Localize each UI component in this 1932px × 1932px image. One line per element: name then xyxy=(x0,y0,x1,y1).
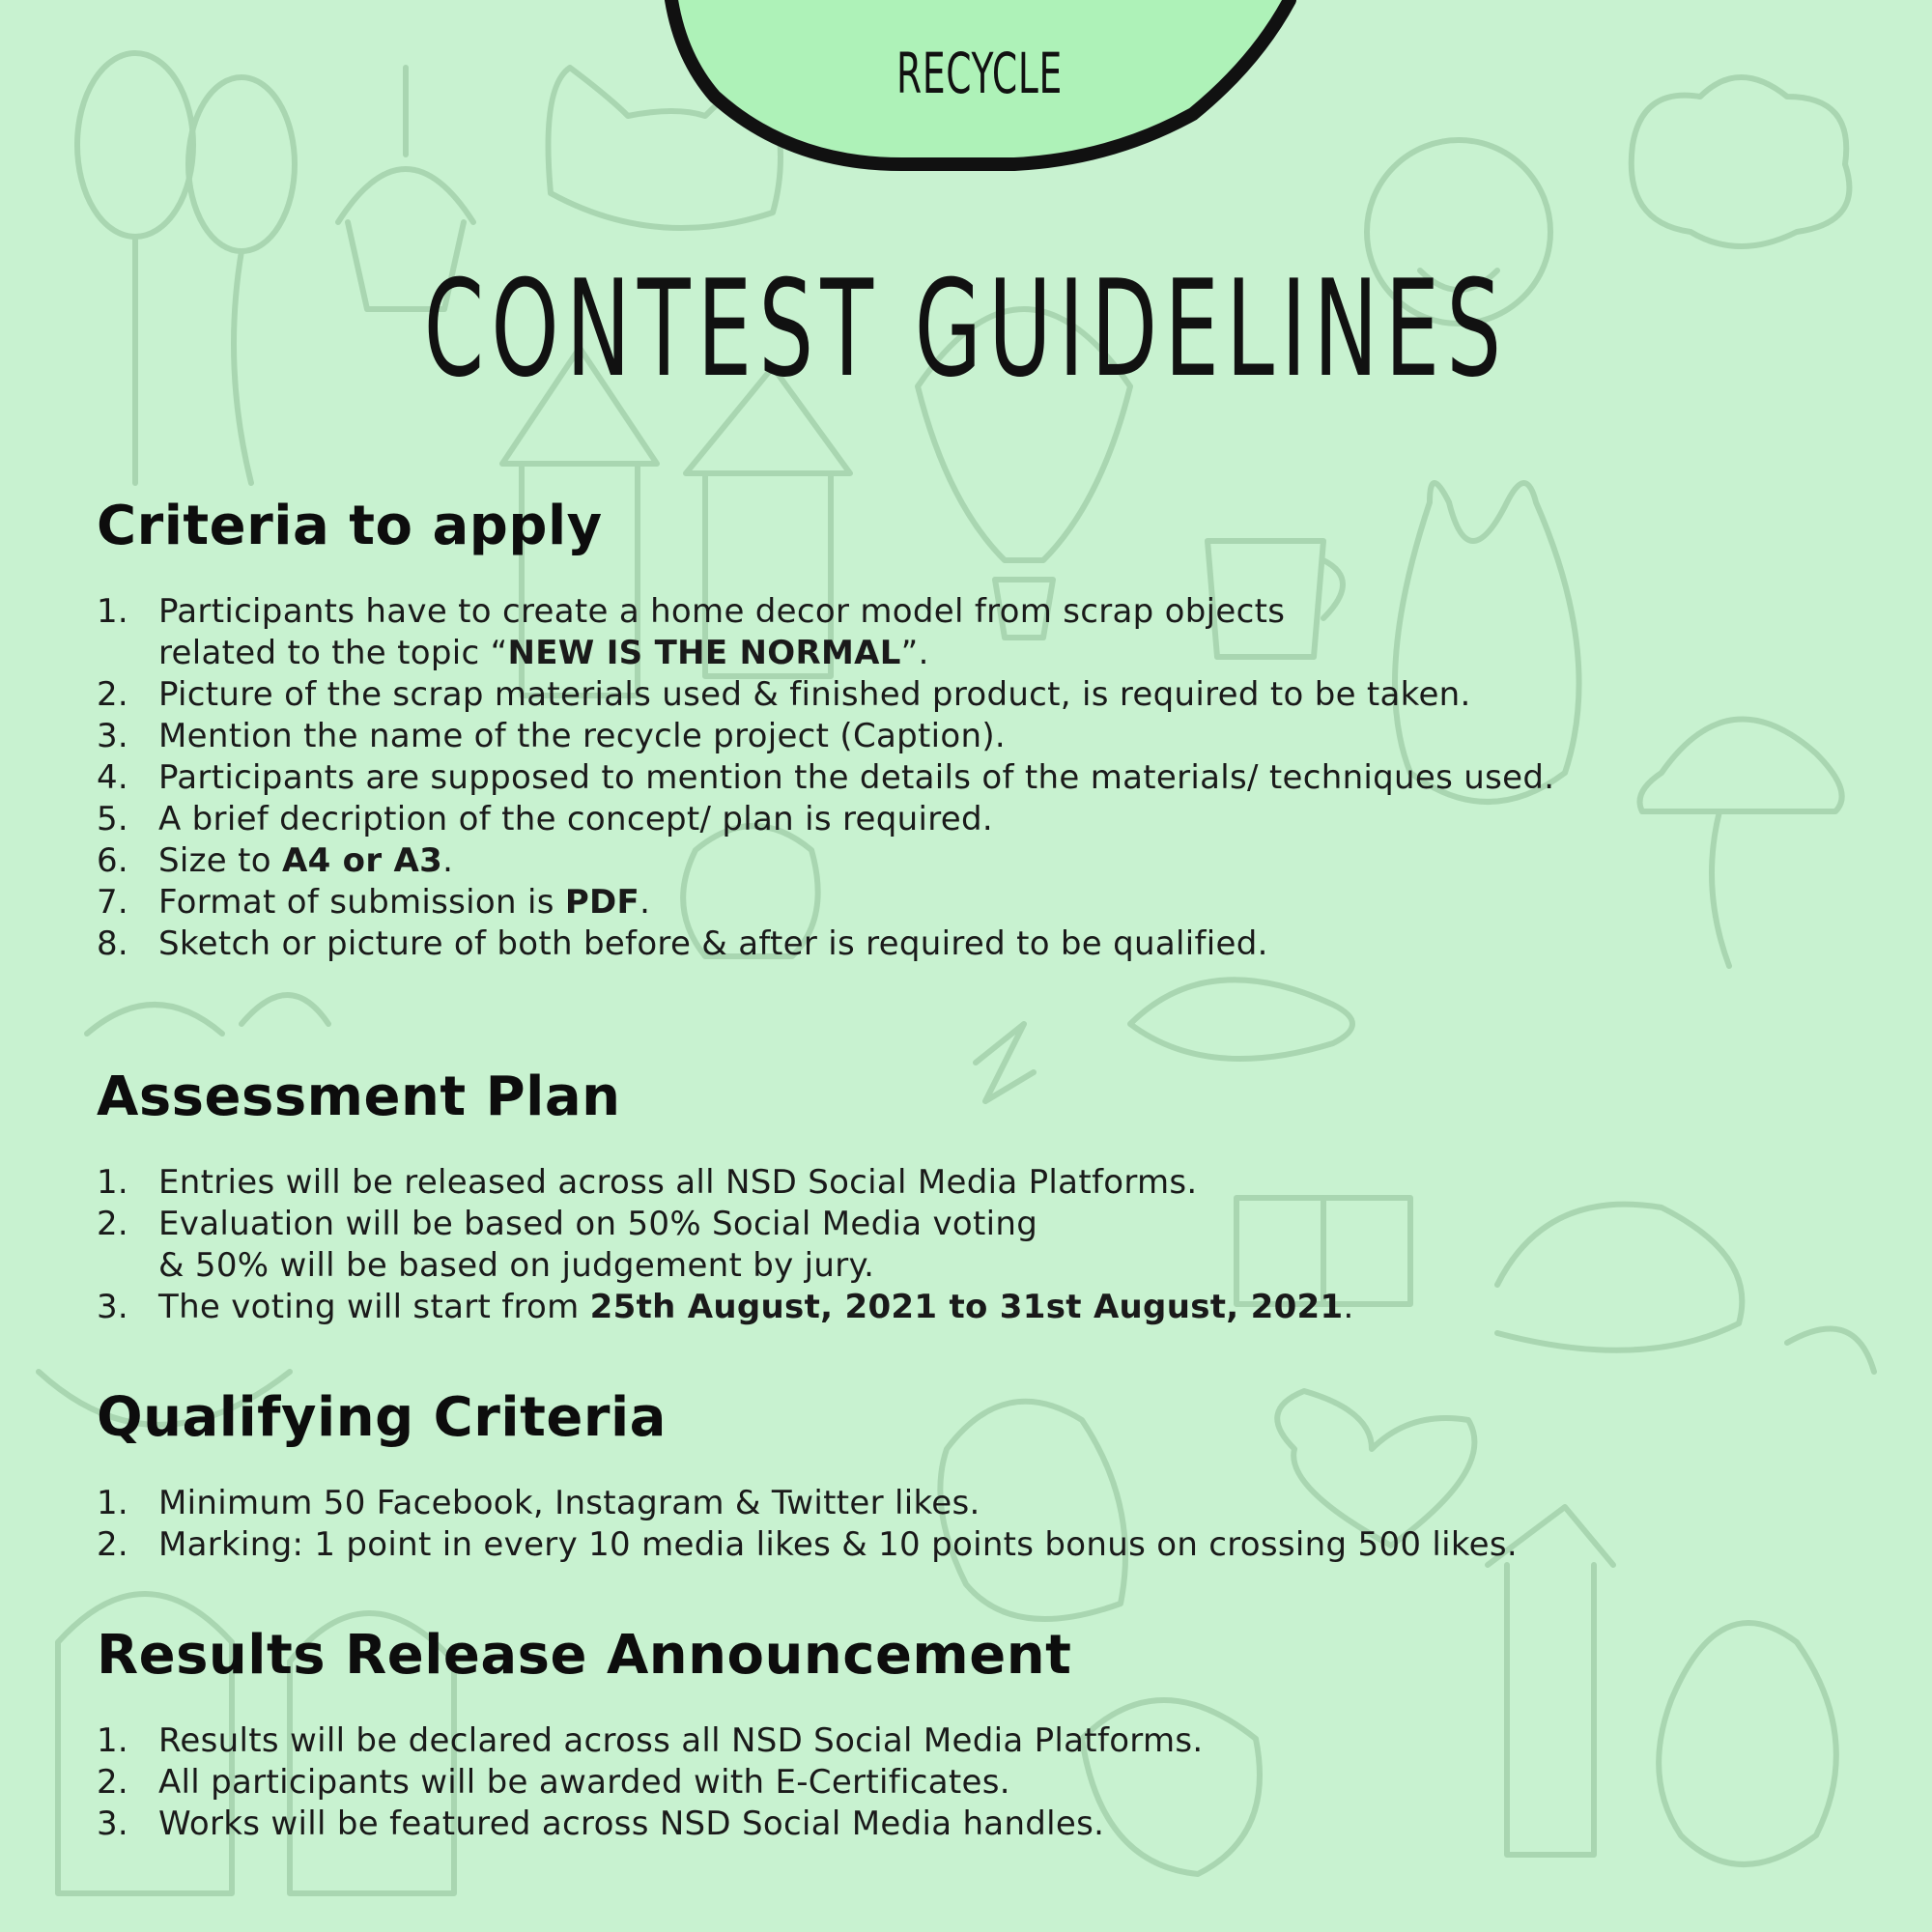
item-text-line2-pre: related to the topic “ xyxy=(158,634,508,672)
results-section xyxy=(97,1624,1855,1845)
list-item xyxy=(97,1762,1855,1804)
item-number: 1. xyxy=(97,592,129,631)
item-text: Minimum 50 Facebook, Instagram & Twitter likes. xyxy=(158,1484,980,1522)
badge-shape xyxy=(0,0,1932,213)
item-text: Marking: 1 point in every 10 media likes & 10 points bonus on crossing 500 likes. xyxy=(158,1525,1519,1564)
item-text-line1: Participants have to create a home decor model from scrap objects xyxy=(158,592,1286,631)
list-item xyxy=(97,923,1855,965)
item-text: Participants are supposed to mention the details of the materials/ techniques used. xyxy=(158,758,1555,797)
section-heading: Criteria to apply xyxy=(97,495,603,557)
item-number: 1. xyxy=(97,1484,129,1522)
section-heading: Assessment Plan xyxy=(97,1065,621,1128)
item-text: Mention the name of the recycle project (Caption). xyxy=(158,717,1007,755)
item-number: 7. xyxy=(97,883,129,922)
list-item xyxy=(97,1287,1855,1328)
item-number: 4. xyxy=(97,758,129,797)
item-text: Entries will be released across all NSD Social Media Platforms. xyxy=(158,1163,1198,1202)
assessment-list xyxy=(97,1162,1855,1328)
list-item xyxy=(97,1720,1855,1762)
list-item xyxy=(97,882,1855,923)
badge-label: RECYCLE xyxy=(896,41,1063,106)
item-text-post: ”. xyxy=(900,634,929,672)
item-number: 8. xyxy=(97,924,129,963)
item-text: All participants will be awarded with E-Certificates. xyxy=(158,1763,1010,1802)
list-item xyxy=(97,1804,1855,1845)
item-text-bold: PDF xyxy=(564,883,640,922)
list-item xyxy=(97,1483,1855,1524)
item-text xyxy=(158,882,1855,923)
item-text: Picture of the scrap materials used & finished product, is required to be taken. xyxy=(158,675,1471,714)
item-number: 1. xyxy=(97,1163,129,1202)
item-text xyxy=(158,591,1855,674)
item-number: 2. xyxy=(97,1205,129,1243)
section-heading: Results Release Announcement xyxy=(97,1624,1072,1687)
list-item xyxy=(97,591,1855,674)
item-text xyxy=(158,1204,1855,1287)
item-text-line2: & 50% will be based on judgement by jury. xyxy=(158,1246,875,1285)
item-text-post: . xyxy=(1343,1288,1354,1326)
item-number: 3. xyxy=(97,1804,129,1843)
item-number: 5. xyxy=(97,800,129,838)
list-item xyxy=(97,757,1855,799)
section-heading: Qualifying Criteria xyxy=(97,1386,667,1449)
qualifying-list xyxy=(97,1483,1855,1566)
item-number: 2. xyxy=(97,675,129,714)
list-item xyxy=(97,840,1855,882)
list-item xyxy=(97,1204,1855,1287)
list-item xyxy=(97,674,1855,716)
item-text-pre: Format of submission is xyxy=(158,883,565,922)
item-number: 2. xyxy=(97,1525,129,1564)
item-text-post: . xyxy=(442,841,454,880)
item-text: Results will be declared across all NSD Social Media Platforms. xyxy=(158,1721,1204,1760)
item-number: 2. xyxy=(97,1763,129,1802)
item-text-pre: The voting will start from xyxy=(158,1288,590,1326)
assessment-section xyxy=(97,1065,1855,1328)
list-item xyxy=(97,1162,1855,1204)
item-text xyxy=(158,1287,1855,1328)
item-number: 1. xyxy=(97,1721,129,1760)
item-number: 3. xyxy=(97,717,129,755)
item-number: 3. xyxy=(97,1288,129,1326)
list-item xyxy=(97,716,1855,757)
item-text: Works will be featured across NSD Social Media handles. xyxy=(158,1804,1105,1843)
list-item xyxy=(97,799,1855,840)
recycle-badge xyxy=(0,0,1932,213)
results-list xyxy=(97,1720,1855,1845)
item-text xyxy=(158,840,1855,882)
item-text-pre: Size to xyxy=(158,841,282,880)
item-text: Sketch or picture of both before & after is required to be qualified. xyxy=(158,924,1268,963)
item-text-line1: Evaluation will be based on 50% Social Media voting xyxy=(158,1205,1038,1243)
list-item xyxy=(97,1524,1855,1566)
item-text-bold: NEW IS THE NORMAL xyxy=(507,634,901,672)
item-number: 6. xyxy=(97,841,129,880)
qualifying-section xyxy=(97,1386,1855,1566)
criteria-section xyxy=(97,495,1855,965)
page-title: CONTEST GUIDELINES xyxy=(423,251,1509,407)
criteria-list xyxy=(97,591,1855,965)
item-text-bold: A4 or A3 xyxy=(281,841,443,880)
item-text-post: . xyxy=(639,883,651,922)
item-text: A brief decription of the concept/ plan is required. xyxy=(158,800,993,838)
item-text-bold: 25th August, 2021 to 31st August, 2021 xyxy=(589,1288,1344,1326)
